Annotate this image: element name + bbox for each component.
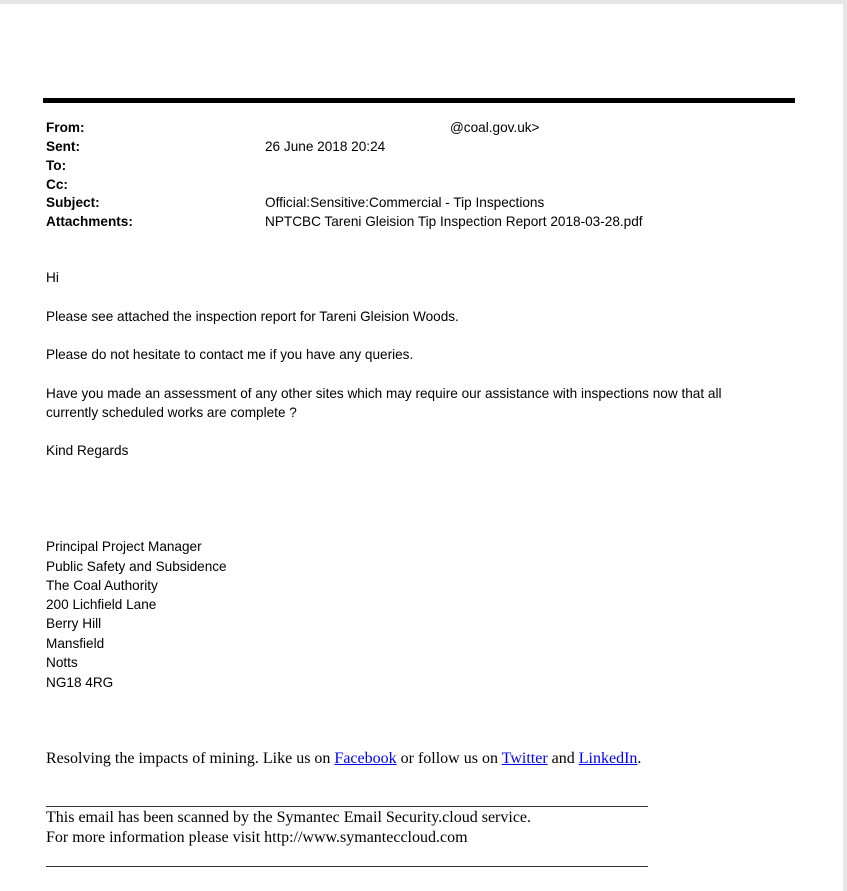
sent-value: 26 June 2018 20:24 <box>265 139 386 154</box>
body-paragraph-3-line-1: Have you made an assessment of any other sites which may require our assistance with inspections now that all <box>46 386 722 401</box>
viewer-top-border <box>0 0 847 4</box>
tagline-text: and <box>547 750 579 767</box>
scan-notice-line-2: For more information please visit http://www.symanteccloud.com <box>46 829 468 846</box>
twitter-link[interactable]: Twitter <box>501 750 548 767</box>
to-label: To: <box>46 158 67 173</box>
divider <box>46 866 648 867</box>
signature-line: Notts <box>46 655 78 670</box>
signature-line: Public Safety and Subsidence <box>46 559 227 574</box>
linkedin-link[interactable]: LinkedIn <box>578 750 638 767</box>
divider <box>46 806 648 807</box>
closing: Kind Regards <box>46 443 129 458</box>
subject-value: Official:Sensitive:Commercial - Tip Inspections <box>265 195 545 210</box>
tagline-text: . <box>637 750 642 767</box>
from-value: @coal.gov.uk> <box>450 120 540 135</box>
footer-tagline <box>46 750 641 768</box>
tagline-text: or follow us on <box>396 750 502 767</box>
attachments-label: Attachments: <box>46 214 133 229</box>
sent-label: Sent: <box>46 139 80 154</box>
viewer-right-border <box>843 0 847 891</box>
header-rule <box>43 98 795 103</box>
attachment-link[interactable]: NPTCBC Tareni Gleision Tip Inspection Report 2018-03-28.pdf <box>265 214 643 229</box>
cc-label: Cc: <box>46 177 68 192</box>
body-paragraph-2: Please do not hesitate to contact me if you have any queries. <box>46 347 414 362</box>
body-paragraph-3-line-2: currently scheduled works are complete ? <box>46 405 297 420</box>
tagline-text: Resolving the impacts of mining. Like us on <box>46 750 335 767</box>
signature-line: Mansfield <box>46 636 105 651</box>
scan-notice-line-1: This email has been scanned by the Symantec Email Security.cloud service. <box>46 809 532 826</box>
facebook-link[interactable]: Facebook <box>334 750 397 767</box>
body-paragraph-1: Please see attached the inspection report for Tareni Gleision Woods. <box>46 309 459 324</box>
signature-line: NG18 4RG <box>46 675 114 690</box>
greeting: Hi <box>46 270 59 285</box>
signature-line: Berry Hill <box>46 616 102 631</box>
subject-label: Subject: <box>46 195 100 210</box>
signature-line: The Coal Authority <box>46 578 158 593</box>
signature-line: Principal Project Manager <box>46 539 202 554</box>
signature-line: 200 Lichfield Lane <box>46 597 157 612</box>
from-label: From: <box>46 120 85 135</box>
